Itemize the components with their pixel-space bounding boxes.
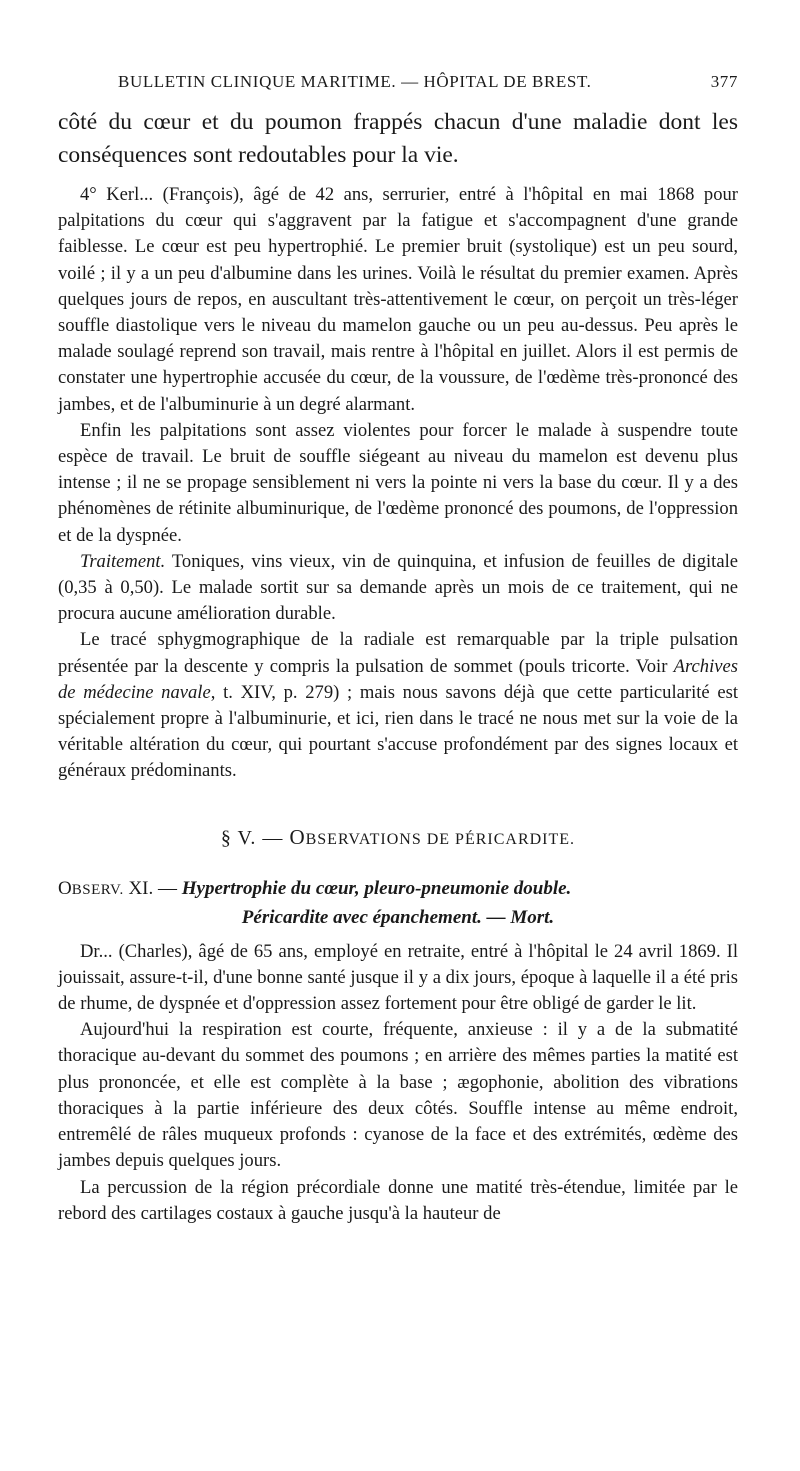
observation-paragraph-2: Aujourd'hui la respiration est courte, fréquente, anxieuse : il y a de la submatité thoracique au-devant du sommet des poumons ; en arrière des mêmes parties la matité est plus prononcée, et elle est complète à la base ; ægophonie, abolition des vibrations thoraciques à la partie inférieure des deux côtés. Souffle intense au même endroit, entremêlé de râles muqueux profonds : cyanose de la face et des extrémités, œdème des jambes depuis quelques jours. — [58, 1019, 738, 1172]
observation-subtitle: Péricardite avec épanchement. — Mort. — [241, 906, 555, 928]
case-4-treatment-paragraph — [58, 549, 738, 628]
section-first-letter: O — [289, 824, 306, 849]
section-title-rest: BSERVATIONS DE PÉRICARDITE. — [305, 830, 576, 848]
section-heading — [58, 825, 738, 850]
case-4-paragraph-4 — [58, 627, 738, 784]
archives-reference: Archives de médecine navale — [58, 655, 738, 703]
treatment-label: Traitement. — [80, 550, 166, 572]
lead-paragraph: côté du cœur et du poumon frappés chacun d'une maladie dont les conséquences sont redoutables pour la vie. — [58, 109, 738, 168]
treatment-text: Toniques, vins vieux, vin de quinquina, et infusion de feuilles de digitale (0,35 à 0,50). Le malade sortit sur sa demande après un mois de ce traitement, qui ne procura aucune amélioration durable. — [58, 550, 738, 625]
observation-label-rest: BSERV. — [71, 881, 124, 898]
observation-paragraph-1: Dr... (Charles), âgé de 65 ans, employé en retraite, entré à l'hôpital le 24 avril 1869. Il jouissait, assure-t-il, d'une bonne santé jusque il y a dix jours, époque à laquelle il a été pris de rhume, de dyspnée et d'oppression assez fortement pour être obligé de garder le lit. — [58, 940, 738, 1015]
case-4-paragraph-1: 4° Kerl... (François), âgé de 42 ans, serrurier, entré à l'hôpital en mai 1868 pour palpitations du cœur qui s'aggravent par la fatigue et s'accompagnent d'une grande faiblesse. Le cœur est peu hypertrophié. Le premier bruit (systolique) est un peu sourd, voilé ; il y a un peu d'albumine dans les urines. Voilà le résultat du premier examen. Après quelques jours de repos, en auscultant très-attentivement le cœur, on perçoit un très-léger souffle diastolique vers le niveau du mamelon gauche ou un peu au-dessus. Peu après le malade soulagé reprend son travail, mais rentre à l'hôpital en juillet. Alors il est permis de constater une hypertrophie accusée du cœur, de la voussure, de l'œdème très-prononcé des jambes, et de l'albuminurie à un degré alarmant. — [58, 184, 738, 415]
observation-paragraph-3: La percussion de la région précordiale donne une matité très-étendue, limitée par le rebord des cartilages costaux à gauche jusqu'à la hauteur de — [58, 1176, 738, 1224]
observation-heading — [58, 876, 738, 903]
observation-label-first: O — [58, 877, 72, 899]
running-head-title: BULLETIN CLINIQUE MARITIME. — HÔPITAL DE BREST. — [118, 72, 592, 91]
page — [58, 72, 738, 1227]
observation-title: Hypertrophie du cœur, pleuro-pneumonie double. — [181, 877, 572, 899]
section-prefix: § V. — — [220, 826, 290, 849]
observation-number: XI. — — [123, 877, 182, 899]
case-4-paragraph-2: Enfin les palpitations sont assez violentes pour forcer le malade à suspendre toute espèce de travail. Le bruit de souffle siégeant au niveau du mamelon est devenu plus intense ; il ne se propage sensiblement ni vers la pointe ni vers la base du cœur. Il y a des phénomènes de rétinite albuminurique, de l'œdème prononcé des poumons, de l'oppression et de la dyspnée. — [58, 419, 738, 546]
page-number: 377 — [710, 72, 738, 91]
sphygmograph-text-a: Le tracé sphygmographique de la radiale est remarquable par la triple pulsation présentée par la descente y compris la pulsation de sommet (pouls tricorte. Voir — [58, 629, 738, 677]
sphygmograph-text-b: , t. XIV, p. 279) ; mais nous savons déjà que cette particularité est spécialement propre à l'albuminurie, et ici, rien dans le tracé ne nous met sur la voie de la véritable altération du cœur, qui pourtant s'accuse profondément par des signes locaux et généraux prédominants. — [58, 681, 739, 782]
running-head — [58, 72, 738, 92]
